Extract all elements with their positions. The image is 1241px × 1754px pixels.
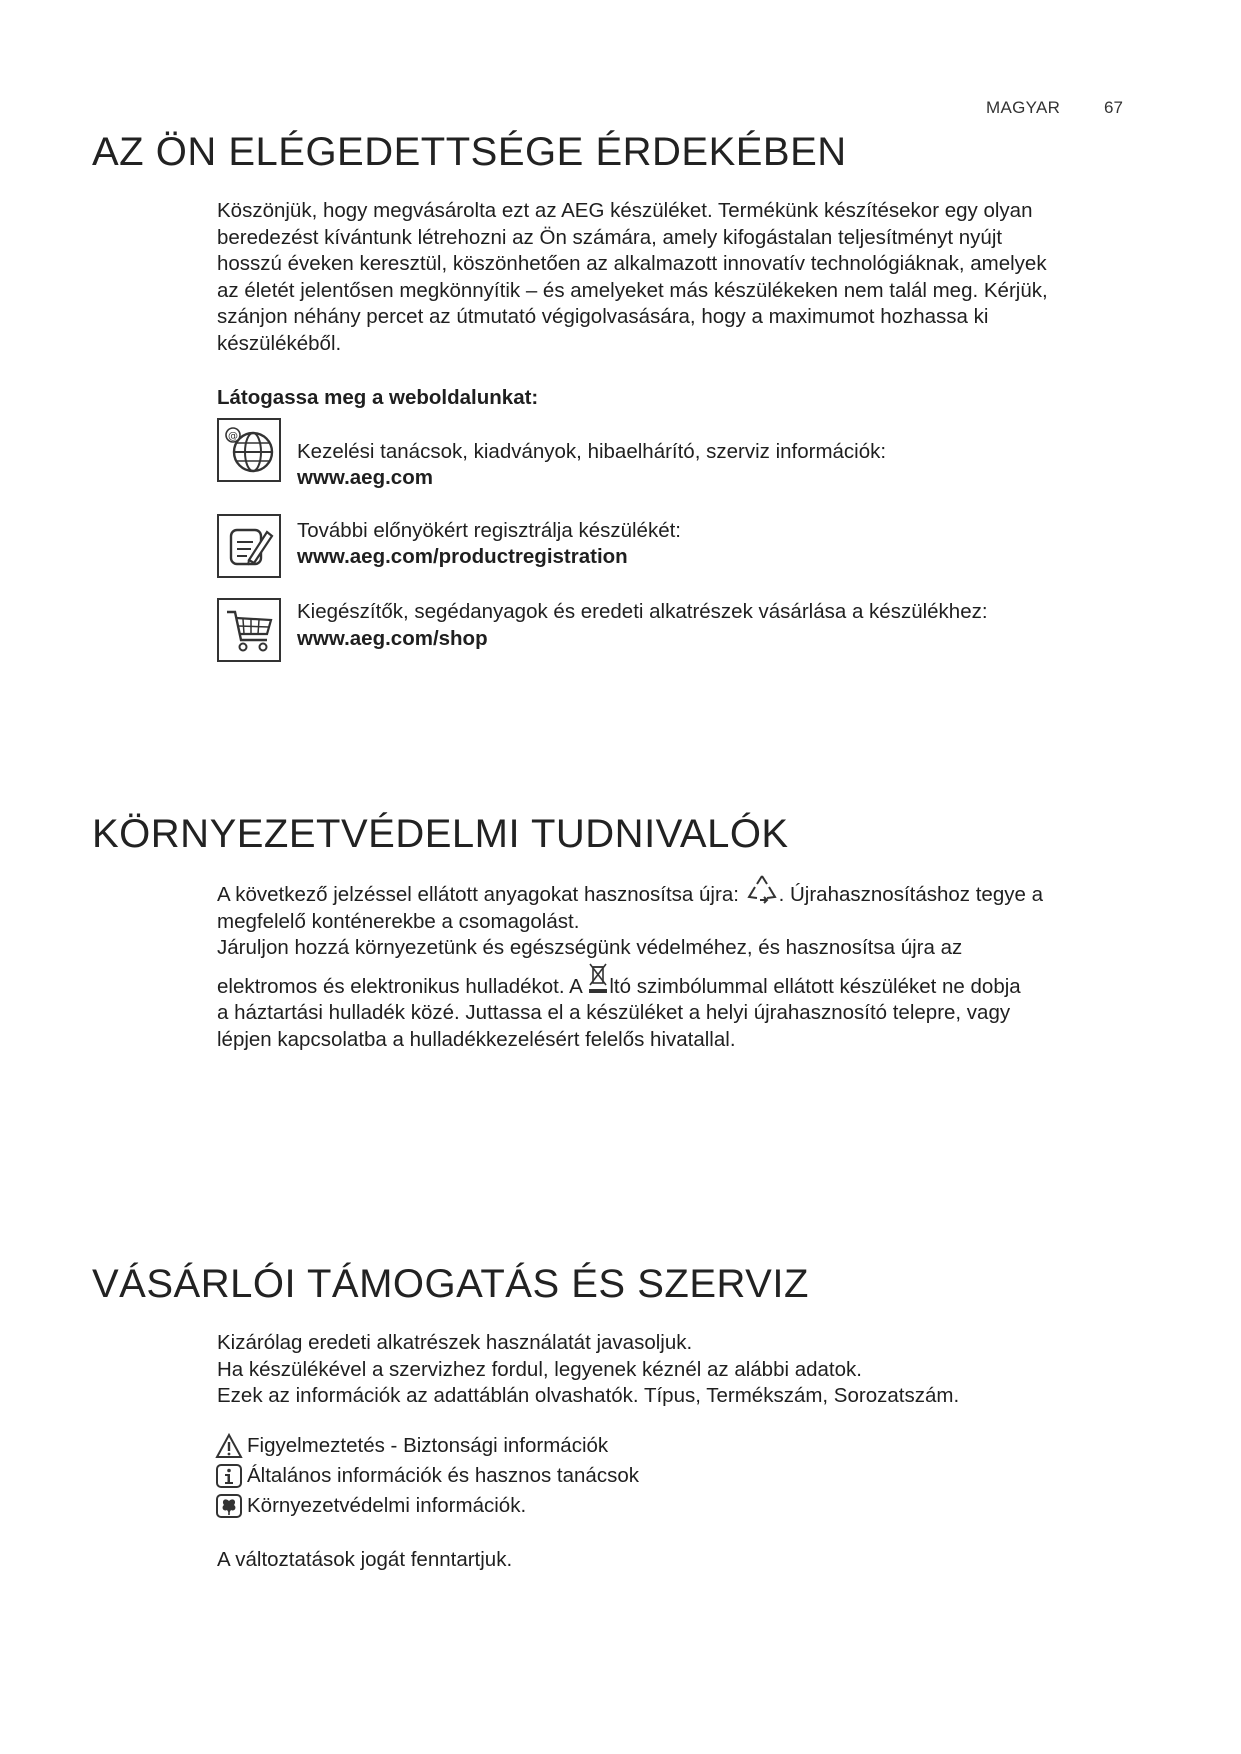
language-label: MAGYAR xyxy=(986,98,1061,117)
link-text-support: Kezelési tanácsok, kiadványok, hibaelhárító, szerviz információk: xyxy=(297,440,887,463)
section-title-environment: KÖRNYEZETVÉDELMI TUDNIVALÓK xyxy=(92,812,789,856)
environment-text: ltó szimbólummal ellátott készüléket ne dobja xyxy=(609,974,1021,998)
registration-icon xyxy=(217,514,281,578)
intro-line: hosszú éveken keresztül, köszönhetően az alkalmazott innovatív technológiáknak, amelyek xyxy=(217,252,1047,276)
environment-text: elektromos és elektronikus hulladékot. A xyxy=(217,974,588,998)
environment-line: lépjen kapcsolatba a hulladékkezelésért felelős hivatallal. xyxy=(217,1027,736,1051)
section-title-satisfaction: AZ ÖN ELÉGEDETTSÉGE ÉRDEKÉBEN xyxy=(92,130,847,174)
legend-label: Általános információk és hasznos tanácsok xyxy=(247,1464,639,1487)
environment-line: a háztartási hulladék közé. Juttassa el a készüléket a helyi újrahasznosító telepre, vagy xyxy=(217,1001,1011,1025)
environment-line xyxy=(217,882,1127,909)
page-number: 67 xyxy=(1104,98,1123,117)
environment-text: . Újrahasznosításhoz tegye a xyxy=(778,883,1043,906)
section-title-support: VÁSÁRLÓI TÁMOGATÁS ÉS SZERVIZ xyxy=(92,1262,809,1306)
svg-text:@: @ xyxy=(228,431,238,442)
support-line: Kizárólag eredeti alkatrészek használatát javasoljuk. xyxy=(217,1331,693,1354)
intro-line: Köszönjük, hogy megvásárolta ezt az AEG készüléket. Termékünk készítésekor egy olyan xyxy=(217,199,1033,222)
environment-line xyxy=(217,974,1127,1001)
recycling-icon xyxy=(745,872,779,906)
link-text-shop: Kiegészítők, segédanyagok és eredeti alkatrészek vásárlása a készülékhez: xyxy=(297,600,988,623)
link-aeg-shop[interactable]: www.aeg.com/shop xyxy=(297,627,488,650)
info-icon xyxy=(215,1462,243,1490)
support-line: Ezek az információk az adattáblán olvashatók. Típus, Termékszám, Sorozatszám. xyxy=(217,1384,960,1408)
crossed-bin-icon xyxy=(587,961,609,995)
intro-line: szánjon néhány percet az útmutató végigolvasására, hogy a maximumot hozhassa ki xyxy=(217,305,989,329)
environment-text: A következő jelzéssel ellátott anyagokat hasznosítsa újra: xyxy=(217,883,745,906)
legend-item-warning xyxy=(215,1432,608,1460)
support-paragraph xyxy=(217,1330,1127,1410)
intro-line: készülékéből. xyxy=(217,331,342,355)
intro-line: az életét jelentősen megkönnyítik – és amelyeket más készülékeken nem talál meg. Kérjük, xyxy=(217,278,1048,302)
website-heading: Látogassa meg a weboldalunkat: xyxy=(217,386,539,409)
environment-line: Járuljon hozzá környezetünk és egészségünk védelméhez, és hasznosítsa újra az xyxy=(217,936,963,960)
warning-icon xyxy=(215,1432,243,1460)
environment-icon xyxy=(215,1492,243,1520)
globe-icon xyxy=(217,418,281,482)
support-line: Ha készülékével a szervizhez fordul, legyenek kéznél az alábbi adatok. xyxy=(217,1357,862,1381)
link-product-registration[interactable]: www.aeg.com/productregistration xyxy=(297,545,628,568)
legend-label: Figyelmeztetés - Biztonsági információk xyxy=(247,1434,609,1457)
link-text-registration: További előnyökért regisztrálja készülékét: xyxy=(297,519,681,542)
link-aeg-com[interactable]: www.aeg.com xyxy=(297,466,433,489)
environment-line: megfelelő konténerekbe a csomagolást. xyxy=(217,909,580,933)
intro-paragraph xyxy=(217,198,1127,358)
legend-label: Környezetvédelmi információk. xyxy=(247,1494,527,1517)
environment-paragraph xyxy=(217,882,1127,1054)
legend-item-environment xyxy=(215,1492,526,1520)
legend-item-info xyxy=(215,1462,639,1490)
footer-note: A változtatások jogát fenntartjuk. xyxy=(217,1548,513,1571)
shopping-cart-icon xyxy=(217,598,281,662)
intro-line: beredezést kívántunk létrehozni az Ön számára, amely kifogástalan teljesítményt nyújt xyxy=(217,225,1003,249)
